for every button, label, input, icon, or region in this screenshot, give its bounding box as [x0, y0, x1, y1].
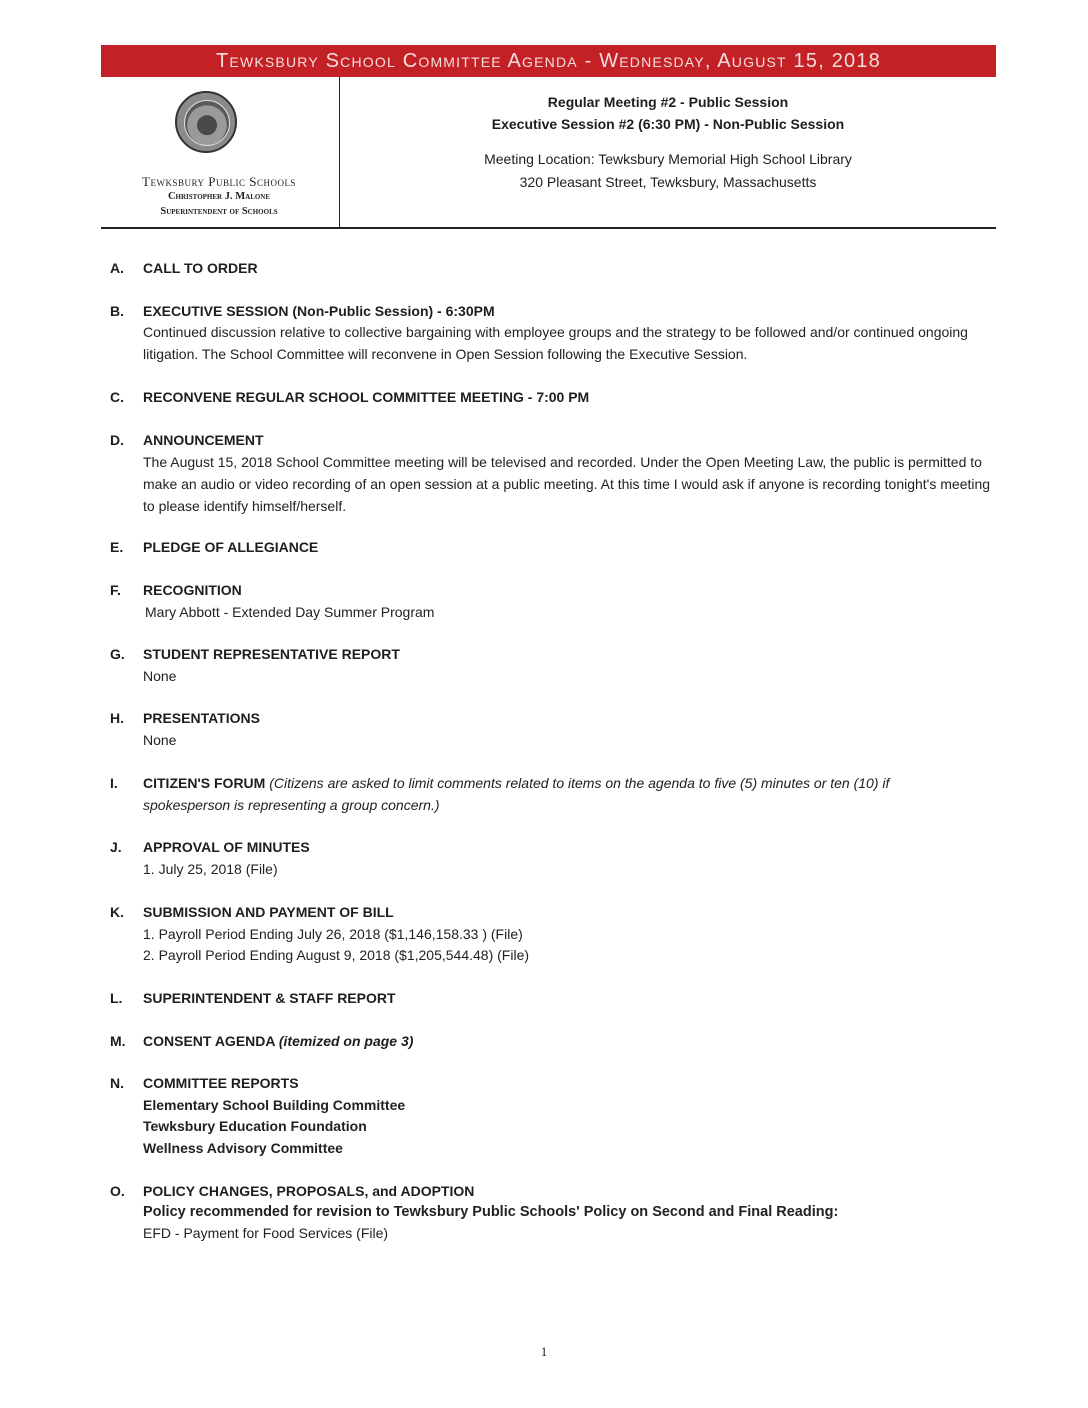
item-letter: B. — [110, 303, 124, 319]
meeting-type: Regular Meeting #2 - Public Session — [547, 94, 789, 110]
item-title: ANNOUNCEMENT — [143, 432, 264, 448]
item-title: APPROVAL OF MINUTES — [143, 839, 310, 855]
executive-session-info: Executive Session #2 (6:30 PM) - Non-Public Session — [491, 116, 845, 132]
item-title: COMMITTEE REPORTS — [143, 1075, 299, 1091]
item-letter: H. — [110, 710, 124, 726]
item-letter: F. — [110, 582, 121, 598]
item-letter: L. — [110, 990, 123, 1006]
item-letter: A. — [110, 260, 124, 276]
item-letter: I. — [110, 775, 118, 791]
item-title-wrap — [143, 772, 889, 794]
item-title: RECOGNITION — [143, 582, 242, 598]
district-block — [101, 77, 340, 227]
meeting-address: 320 Pleasant Street, Tewksbury, Massachusetts — [519, 174, 817, 190]
item-title: CITIZEN'S FORUM — [143, 775, 266, 791]
item-title: SUPERINTENDENT & STAFF REPORT — [143, 990, 396, 1006]
payroll-item-link[interactable]: 1. Payroll Period Ending July 26, 2018 ($1,146,158.33 ) (File) — [143, 926, 523, 942]
item-title: CONSENT AGENDA — [143, 1033, 275, 1049]
item-text: to please identify himself/herself. — [143, 498, 347, 514]
item-letter: D. — [110, 432, 124, 448]
district-name: Tewksbury Public Schools — [142, 174, 296, 189]
meeting-info — [340, 77, 996, 227]
item-letter: E. — [110, 539, 124, 555]
committee-name: Elementary School Building Committee — [143, 1097, 406, 1113]
item-text: The August 15, 2018 School Committee meeting will be televised and recorded. Under the Open Meeting Law, the public is permitted to — [143, 454, 982, 470]
item-text: Continued discussion relative to collective bargaining with employee groups and the strategy to be followed and/or continued ongoing — [143, 324, 968, 340]
item-note: (Citizens are asked to limit comments related to items on the agenda to five (5) minutes or ten (10) if — [269, 775, 890, 791]
committee-name: Tewksbury Education Foundation — [143, 1118, 367, 1134]
item-letter: G. — [110, 646, 125, 662]
item-letter: N. — [110, 1075, 124, 1091]
committee-name: Wellness Advisory Committee — [143, 1140, 343, 1156]
superintendent-title: Superintendent of Schools — [160, 206, 278, 217]
minutes-link[interactable]: 1. July 25, 2018 (File) — [143, 861, 278, 877]
page-number: 1 — [540, 1344, 548, 1359]
item-title: STUDENT REPRESENTATIVE REPORT — [143, 646, 400, 662]
item-title: SUBMISSION AND PAYMENT OF BILL — [143, 904, 394, 920]
item-text: litigation. The School Committee will reconvene in Open Session following the Executive Session. — [143, 346, 748, 362]
item-letter: J. — [110, 839, 122, 855]
item-title: EXECUTIVE SESSION (Non-Public Session) - 6:30PM — [143, 303, 495, 319]
item-title-wrap — [143, 1030, 413, 1052]
agenda-title-banner: Tewksbury School Committee Agenda - Wednesday, August 15, 2018 — [101, 45, 996, 77]
item-title: PLEDGE OF ALLEGIANCE — [143, 539, 319, 555]
item-text: Mary Abbott - Extended Day Summer Program — [145, 604, 435, 620]
payroll-item-link[interactable]: 2. Payroll Period Ending August 9, 2018 ($1,205,544.48) (File) — [143, 947, 530, 963]
item-title: CALL TO ORDER — [143, 260, 258, 276]
item-text: make an audio or video recording of an open session at a public meeting. At this time I would ask if anyone is recording tonight's meeting — [143, 476, 991, 492]
header-divider — [101, 227, 996, 229]
item-title: POLICY CHANGES, PROPOSALS, and ADOPTION — [143, 1183, 475, 1199]
meeting-location: Meeting Location: Tewksbury Memorial High School Library — [484, 151, 852, 167]
item-note-continued: spokesperson is representing a group concern.) — [143, 797, 440, 813]
policy-link[interactable]: EFD - Payment for Food Services (File) — [143, 1225, 389, 1241]
item-text: None — [143, 732, 177, 748]
item-letter: C. — [110, 389, 124, 405]
superintendent-name: Christopher J. Malone — [167, 191, 271, 202]
item-letter: M. — [110, 1033, 126, 1049]
item-letter: O. — [110, 1183, 125, 1199]
item-title: RECONVENE REGULAR SCHOOL COMMITTEE MEETING - 7:00 PM — [143, 389, 590, 405]
town-seal-icon — [175, 91, 237, 153]
item-title: PRESENTATIONS — [143, 710, 260, 726]
item-letter: K. — [110, 904, 124, 920]
item-note: (itemized on page 3) — [278, 1033, 414, 1049]
item-text: None — [143, 668, 177, 684]
policy-note: Policy recommended for revision to Tewksbury Public Schools' Policy on Second and Final Reading: — [143, 1204, 839, 1220]
